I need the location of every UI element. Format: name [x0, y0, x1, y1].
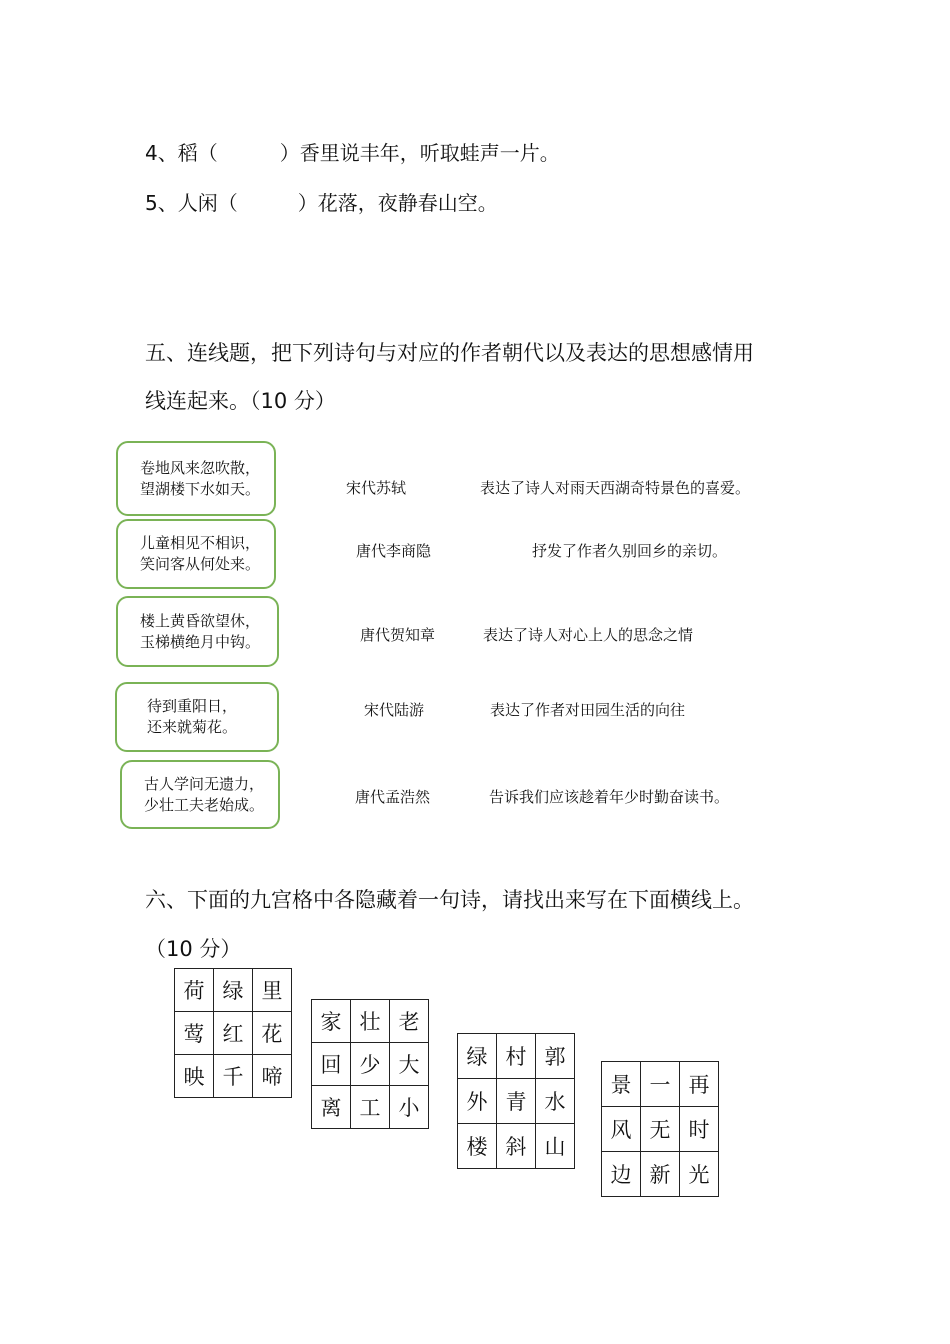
- grid-cell: 时: [680, 1107, 719, 1152]
- fill-item-4: [145, 137, 560, 166]
- grid-cell: 花: [253, 1012, 292, 1055]
- feeling-1[interactable]: 表达了诗人对雨天西湖奇特景色的喜爱。: [480, 479, 751, 497]
- grid-cell: 绿: [214, 969, 253, 1012]
- grid-cell: 斜: [497, 1124, 536, 1169]
- grid-cell: 老: [390, 1000, 429, 1043]
- grid-cell: 山: [536, 1124, 575, 1169]
- grid-cell: 再: [680, 1062, 719, 1107]
- author-1[interactable]: 宋代苏轼: [346, 479, 407, 497]
- nine-grid-4: [601, 1061, 719, 1197]
- poem-line: 少壮工夫老始成。: [144, 795, 265, 814]
- feeling-3[interactable]: 表达了诗人对心上人的思念之情: [483, 626, 694, 644]
- grid-cell: 一: [641, 1062, 680, 1107]
- fill-item-5: [145, 187, 498, 216]
- grid-cell: 莺: [175, 1012, 214, 1055]
- text-before-blank: 人闲（: [177, 191, 238, 215]
- grid-cell: 绿: [458, 1034, 497, 1079]
- feeling-4[interactable]: 表达了作者对田园生活的向往: [490, 701, 686, 719]
- section5-title-line1: 五、连线题，把下列诗句与对应的作者朝代以及表达的思想感情用: [145, 341, 754, 365]
- grid-cell: 工: [351, 1086, 390, 1129]
- section5-title-line2: 线连起来。（10 分）: [145, 389, 336, 413]
- poem-box-2[interactable]: [116, 519, 276, 589]
- poem-line: 儿童相见不相识，: [140, 534, 261, 552]
- nine-grid-3: [457, 1033, 575, 1169]
- poem-line: 笑问客从何处来。: [140, 555, 261, 573]
- grid-cell: 楼: [458, 1124, 497, 1169]
- grid-cell: 荷: [175, 969, 214, 1012]
- poem-line: 玉梯横绝月中钩。: [140, 632, 261, 651]
- grid-cell: 里: [253, 969, 292, 1012]
- grid-cell: 大: [390, 1043, 429, 1086]
- section6-title-line2: （10 分）: [145, 937, 242, 961]
- feeling-5[interactable]: 告诉我们应该趁着年少时勤奋读书。: [489, 788, 730, 806]
- grid-cell: 映: [175, 1055, 214, 1098]
- nine-grid-2: [311, 999, 429, 1129]
- poem-line: 待到重阳日，: [147, 697, 238, 715]
- poem-box-5[interactable]: [120, 760, 280, 829]
- poem-box-3[interactable]: [116, 596, 279, 667]
- grid-cell: 边: [602, 1152, 641, 1197]
- author-4[interactable]: 宋代陆游: [364, 701, 425, 719]
- poem-line: 卷地风来忽吹散，: [140, 458, 261, 477]
- poem-line: 望湖楼下水如天。: [140, 479, 261, 498]
- grid-cell: 青: [497, 1079, 536, 1124]
- grid-cell: 小: [390, 1086, 429, 1129]
- grid-cell: 景: [602, 1062, 641, 1107]
- grid-cell: 郭: [536, 1034, 575, 1079]
- grid-cell: 光: [680, 1152, 719, 1197]
- feeling-2[interactable]: 抒发了作者久别回乡的亲切。: [532, 542, 728, 560]
- author-5[interactable]: 唐代孟浩然: [355, 788, 431, 806]
- poem-box-4[interactable]: [115, 682, 279, 752]
- grid-cell: 无: [641, 1107, 680, 1152]
- poem-line: 还来就菊花。: [147, 718, 238, 736]
- nine-grid-1: [174, 968, 292, 1098]
- grid-cell: 离: [312, 1086, 351, 1129]
- text-before-blank: 稻（: [177, 141, 218, 165]
- grid-cell: 风: [602, 1107, 641, 1152]
- grid-cell: 回: [312, 1043, 351, 1086]
- grid-cell: 村: [497, 1034, 536, 1079]
- grid-cell: 外: [458, 1079, 497, 1124]
- grid-cell: 红: [214, 1012, 253, 1055]
- grid-cell: 水: [536, 1079, 575, 1124]
- section6-title-line1: 六、下面的九宫格中各隐藏着一句诗，请找出来写在下面横线上。: [145, 888, 754, 912]
- grid-cell: 少: [351, 1043, 390, 1086]
- grid-cell: 千: [214, 1055, 253, 1098]
- poem-line: 楼上黄昏欲望休，: [140, 611, 261, 630]
- author-2[interactable]: 唐代李商隐: [356, 542, 432, 560]
- text-after-blank: ）香里说丰年，听取蛙声一片。: [279, 141, 560, 165]
- text-after-blank: ）花落，夜静春山空。: [297, 191, 498, 215]
- item-number: 4、: [145, 141, 178, 165]
- poem-box-1[interactable]: [116, 441, 276, 516]
- item-number: 5、: [145, 191, 178, 215]
- grid-cell: 啼: [253, 1055, 292, 1098]
- grid-cell: 壮: [351, 1000, 390, 1043]
- poem-line: 古人学问无遗力，: [144, 774, 265, 793]
- grid-cell: 家: [312, 1000, 351, 1043]
- grid-cell: 新: [641, 1152, 680, 1197]
- author-3[interactable]: 唐代贺知章: [360, 626, 436, 644]
